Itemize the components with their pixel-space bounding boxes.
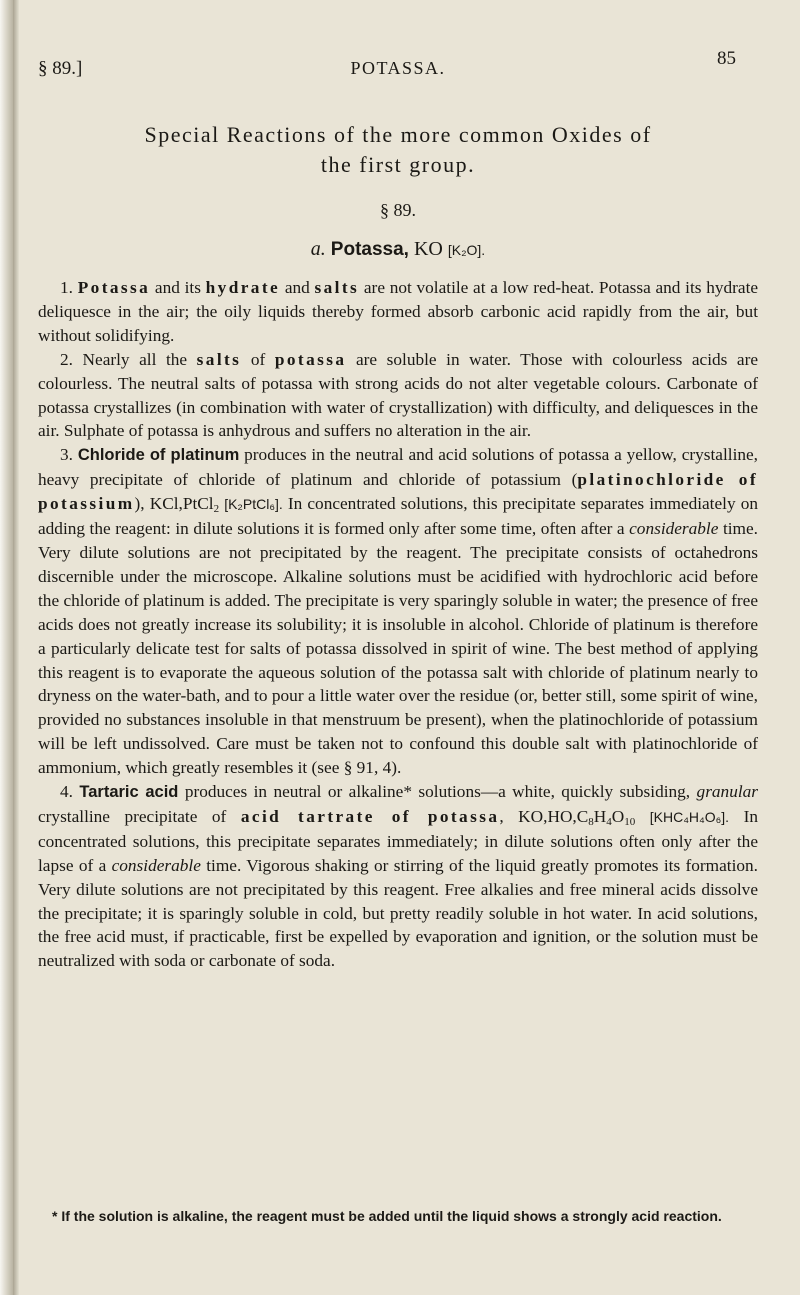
text-run: In concentrated solutions, this precipitate separates immediately on adding the reagent: in dilute solutions it is formed only after some time, often after a [38, 494, 758, 539]
running-header [38, 48, 758, 82]
paragraph-number: 3. [60, 445, 73, 465]
text-run: In concentrated solutions, this precipitate separates immediately; in dilute solutions often only after the lapse of a [38, 806, 758, 875]
term-salts: salts [314, 278, 360, 297]
formula-subscript: 2 [213, 503, 220, 516]
emphasis-granular: granular [696, 782, 759, 802]
term-salts: salts [196, 349, 242, 369]
text-run: Nearly all the [82, 349, 188, 369]
text-run: crystalline precipitate of [38, 806, 227, 826]
formula-subscript: 8 [588, 815, 594, 828]
formula-subscript: 4 [606, 815, 612, 828]
term-platinochloride: platinochloride of potassium [38, 470, 758, 514]
footnote: * If the solution is alkaline, the reagent must be added until the liquid shows a strongly acid reaction. [52, 1208, 722, 1224]
formula-subscript: 10 [624, 815, 636, 828]
term-chloride-of-platinum: Chloride of platinum [77, 446, 240, 465]
page-gutter-shadow [13, 0, 19, 1295]
term-potassa: potassa [274, 349, 347, 369]
text-run: are not volatile at a low red-heat. Potassa and its hydrate deliquesce in the air; the oily liquids thereby formed absorb carbonic acid rapidly from the air, but without solidifying. [38, 278, 759, 345]
text-run: and its [154, 278, 201, 297]
chapter-title-line-2: the first group. [320, 152, 476, 177]
term-hydrate: hydrate [205, 278, 281, 297]
chapter-title [38, 120, 758, 180]
subheading-formula-new: [K₂O]. [447, 242, 486, 258]
paragraph-2 [38, 348, 758, 444]
paragraph-1 [38, 276, 758, 348]
text-run: of [250, 349, 266, 369]
paragraph-number: 2. [60, 349, 73, 369]
formula-new: [K₂PtCl₆]. [224, 496, 283, 513]
header-section-ref: § 89.] [38, 58, 83, 79]
text-run: produces in the neutral and acid solutions of potassa a yellow, crystalline, heavy precipitate of chloride of platinum and chloride of potassium ( [38, 445, 759, 490]
formula-part: H [593, 806, 607, 826]
body-text [38, 276, 758, 973]
formula-old: ), KCl,PtCl [134, 494, 214, 514]
term-potassa: Potassa [77, 278, 151, 297]
subheading-name: Potassa, [330, 239, 409, 260]
term-acid-tartrate: acid tartrate of potassa [240, 806, 500, 826]
text-run: and [284, 278, 310, 297]
subheading-formula-old: KO [413, 238, 443, 260]
text-run: time. Vigorous shaking or stirring of the liquid greatly promotes its formation. Very dilute solutions are not precipitated by this reagent. Free alkalies and free mineral acids dissolve the precipitate; it is sparingly soluble in cold, but pretty readily soluble in hot water. In acid solutions, the free acid must, if practicable, first be expelled by evaporation and ignition, or the solution must be neutralized with soda or carbonate of soda. [38, 855, 758, 971]
text-run: produces in neutral or alkaline* solutions—a white, quickly subsiding, [184, 782, 691, 802]
subheading [38, 238, 758, 261]
formula-new: [KHC₄H₄O₆]. [649, 808, 730, 825]
section-number: § 89. [380, 200, 416, 220]
emphasis-considerable: considerable [629, 519, 719, 539]
paragraph-3 [38, 443, 758, 780]
term-tartaric-acid: Tartaric acid [79, 783, 179, 802]
page-number: 85 [717, 48, 736, 69]
header-title: POTASSA. [350, 58, 446, 78]
text-run: time. Very dilute solutions are not precipitated by the reagent. The precipitate consists of octahedrons discernible under the microscope. Alkaline solutions must be acidified with hydrochloric acid before the chloride of platinum is added. The precipitate is very sparingly soluble in water; the presence of free acids does not greatly increase its solubility; it is insoluble in alcohol. Chloride of platinum is therefore a particularly delicate test for salts of potassa dissolved in spirit of wine. The best method of applying this reagent is to evaporate the aqueous solution of the potassa salt with chloride of platinum nearly to dryness on the water-bath, and to pour a little water over the residue (or, better still, some spirit of wine, provided no substances insoluble in that menstruum be present), when the platinochloride of potassium will be left undissolved. Care must be taken not to confound this double salt with platinochloride of ammonium, which greatly resembles it (see § 91, 4). [38, 519, 758, 778]
text-run: are soluble in water. Those with colourless acids are colourless. The neutral salts of potassa with strong acids do not alter vegetable colours. Carbonate of potassa crystallizes (in combination with water of crystallization) with difficulty, and deliquesces in the air. Sulphate of potassa is anhydrous and suffers no alteration in the air. [38, 349, 759, 441]
emphasis-considerable: considerable [111, 855, 201, 875]
chapter-title-line-1: Special Reactions of the more common Oxides of [144, 122, 652, 147]
paragraph-4 [38, 780, 758, 973]
book-page [38, 0, 758, 1295]
formula-old: , KO,HO,C [499, 806, 589, 826]
subheading-letter: a. [310, 238, 326, 260]
paragraph-number: 1. [60, 278, 73, 297]
book-binding [0, 0, 13, 1295]
formula-part: O [611, 806, 625, 826]
paragraph-number: 4. [60, 782, 73, 802]
